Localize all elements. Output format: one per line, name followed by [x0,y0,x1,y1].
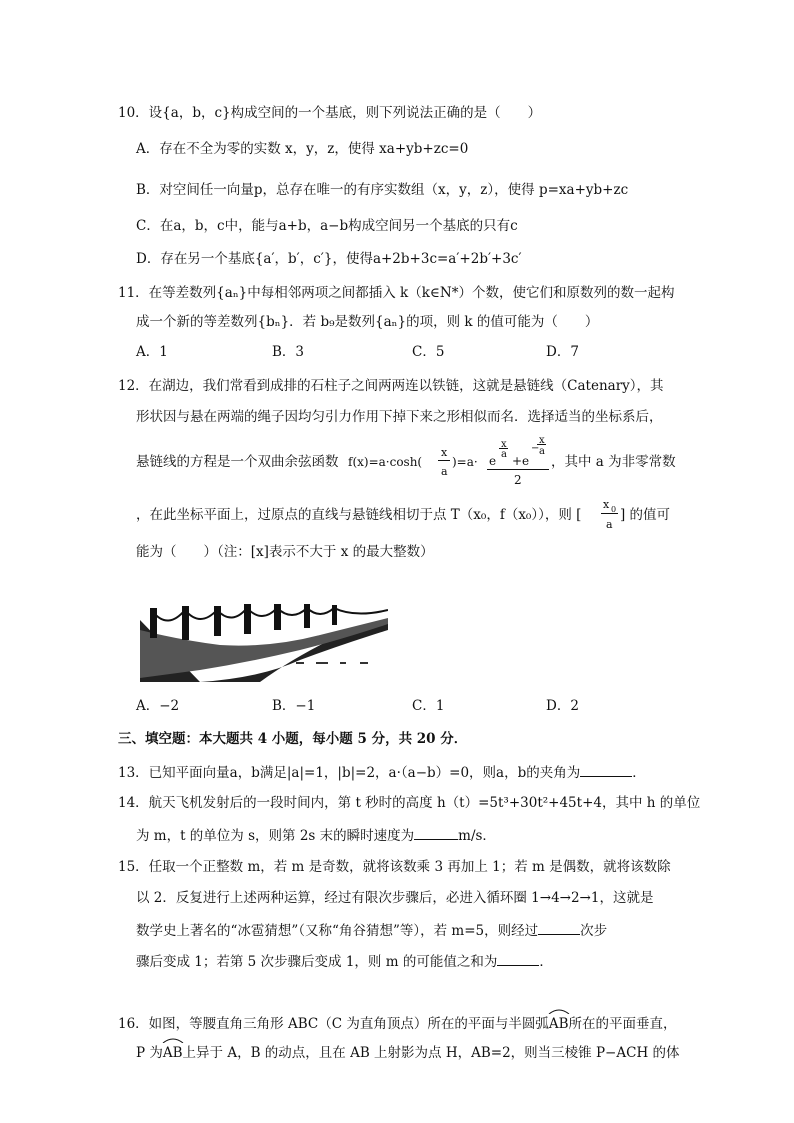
q12-option-d: D．2 [546,698,579,714]
q12-line3-tail: ，其中 a 为非零常数 [551,454,676,470]
q16-arc-ab-1: AB [549,1013,569,1033]
q12-exp2-num: x [539,435,545,446]
q12-line5: 能为（ ）（注：[x]表示不大于 x 的最大整数） [136,544,434,560]
q12-e1: e [489,454,497,468]
q15-line4-b: ． [539,954,553,970]
q13-text-a: 13．已知平面向量a，b满足|a|=1，|b|=2，a·（a−b）=0，则a，b的夹角为 [118,765,581,781]
q12-formula-frac-num: x [441,446,448,459]
q12-exp2-den: a [539,446,545,457]
arc-icon [162,1037,184,1043]
q14-line2-b: m/s． [458,828,496,844]
q13-blank [580,762,632,777]
q15-line3-a: 数学史上著名的“冰雹猜想”（又称“角谷猜想”等），若 m=5，则经过 [136,923,539,939]
q15-line1: 15．任取一个正整数 m，若 m 是奇数，就将该数乘 3 再加上 1；若 m 是偶数，就将该数除 [118,859,671,875]
q10-option-b: B．对空间任一向量p，总存在唯一的有序实数组（x，y，z），使得 p=xa+yb+zc [136,182,629,198]
q11-option-b: B．3 [272,344,305,360]
section3-heading: 三、填空题：本大题共 4 小题，每小题 5 分，共 20 分． [118,731,468,747]
q11-option-a: A．1 [136,344,168,360]
q15-line4-a: 骤后变成 1；若第 5 次步骤后变成 1，则 m 的可能值之和为 [136,954,498,970]
q12-option-c: C．1 [412,698,445,714]
q16-line2 [136,1042,680,1062]
q16-line1-b: 所在的平面垂直， [568,1016,677,1032]
q10-option-d: D．存在另一个基底{a′，b′，c′}，使得a+2b+3c=a′+2b′+3c′ [136,251,522,267]
q14-line2-a: 为 m，t 的单位为 s，则第 2s 末的瞬时速度为 [136,828,415,844]
q16-arc-ab-2: AB [163,1042,183,1062]
q16-line1 [118,1013,677,1033]
q12-line4-sub: 0 [611,505,617,514]
q16-line2-a: P 为 [136,1045,163,1061]
q11-option-d: D．7 [546,344,579,360]
q15-line4 [136,951,553,971]
q10-stem: 10．设{a，b，c}构成空间的一个基底，则下列说法正确的是（ ） [118,105,542,121]
q15-line3 [136,920,607,940]
q14-line1: 14．航天飞机发射后的一段时间内，第 t 秒时的高度 h（t）=5t³+30t²+45t+4，其中 h 的单位 [118,795,701,811]
q12-big-frac-den: 2 [514,473,522,487]
q12-option-b: B．−1 [272,698,316,714]
q12-line4-text: ，在此坐标平面上，过原点的直线与悬链线相切于点 T（x₀，f（x₀）），则 [ [136,507,582,523]
q16-line1-a: 16．如图，等腰直角三角形 ABC（C 为直角顶点）所在的平面与半圆弧 [118,1016,549,1032]
q12-formula-frac-bar [438,460,450,461]
q12-line3-text: 悬链线的方程是一个双曲余弦函数 [136,454,339,470]
q13-text [118,762,646,782]
q12-line4-den: a [606,518,613,531]
q12-exp1-den: a [501,449,507,460]
q11-line1: 11．在等差数列{aₙ}中每相邻两项之间都插入 k（k∈N*）个数，使它们和原数列的数一起构 [118,285,675,301]
q12-formula-left: f(x)=a·cosh( [348,455,423,469]
q12-formula-frac-den: a [441,465,448,478]
q12-big-frac-bar [487,469,549,470]
q11-line2: 成一个新的等差数列{bₙ}．若 b₉是数列{aₙ}的项，则 k 的值可能为（ ） [136,314,599,330]
q15-line2: 以 2．反复进行上述两种运算，经过有限次步骤后，必进入循环圈 1→4→2→1，这就是 [136,890,654,906]
q13-text-b: ． [632,765,646,781]
q15-blank-2 [497,951,539,966]
q15-line3-b: 次步 [580,923,608,939]
q12-minus: − [531,443,540,454]
q14-line2 [136,825,496,845]
q12-line4-num: x [603,498,610,511]
q12-line4-bar [601,513,618,514]
q12-plus-e: +e [512,454,530,468]
q12-exp1-num: x [501,439,507,450]
q12-line4-tail: ] 的值可 [620,507,671,523]
q10-option-c: C．在a，b，c中，能与a+b，a−b构成空间另一个基底的只有c [136,218,518,234]
q10-option-a: A．存在不全为零的实数 x，y，z，使得 xa+yb+zc=0 [136,141,469,157]
q12-formula-mid: )=a· [452,455,478,469]
q16-line2-b: 上异于 A，B 的动点，且在 AB 上射影为点 H，AB=2，则当三棱锥 P−ACH 的体 [182,1045,680,1061]
q11-option-c: C．5 [412,344,445,360]
arc-icon [548,1008,570,1014]
q12-line2: 形状因与悬在两端的绳子因均匀引力作用下掉下来之形相似而名．选择适当的坐标系后， [136,409,663,425]
catenary-photo [140,600,388,682]
q12-line1: 12．在湖边，我们常看到成排的石柱子之间两两连以铁链，这就是悬链线（Catenary），其 [118,378,664,394]
q15-blank-1 [538,920,580,935]
q14-blank [414,825,458,840]
q12-option-a: A．−2 [136,698,180,714]
